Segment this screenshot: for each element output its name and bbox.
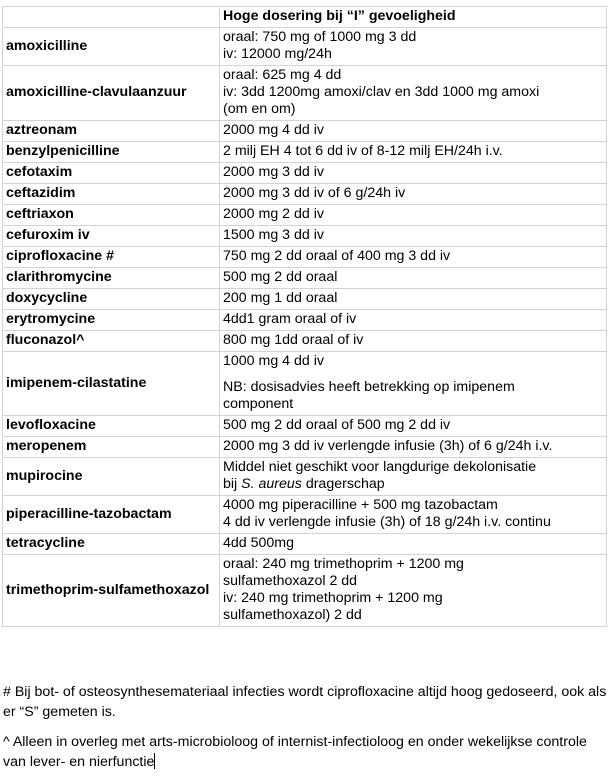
dose-line: 4000 mg piperacilline + 500 mg tazobactam (223, 497, 498, 513)
dose-cell: 4dd 500mg (220, 534, 607, 555)
dose-line: Middel niet geschikt voor langdurige dekolonisatie (223, 459, 537, 475)
drug-name: benzylpenicilline (3, 142, 220, 163)
dose-cell: 2000 mg 3 dd iv (220, 163, 607, 184)
footnote-caret[interactable] (3, 732, 608, 772)
dose-line-prefix: bij (223, 476, 242, 492)
table-row (3, 555, 607, 627)
drug-name: doxycycline (3, 289, 220, 310)
dose-cell (220, 28, 607, 66)
dose-cell: 2000 mg 2 dd iv (220, 205, 607, 226)
drug-name: levofloxacine (3, 416, 220, 437)
header-dose-cell: Hoge dosering bij “I” gevoeligheid (220, 7, 607, 28)
table-row (3, 331, 607, 352)
dose-cell (220, 352, 607, 416)
table-row (3, 66, 607, 121)
dose-line-suffix: dragerschap (301, 476, 385, 492)
footnote-caret-text: ^ Alleen in overleg met arts-microbioloog of internist-infectioloog en onder wekelijkse controle van lever- en nierfunctie (3, 734, 587, 770)
dose-cell: 750 mg 2 dd oraal of 400 mg 3 dd iv (220, 247, 607, 268)
dose-cell (220, 555, 607, 627)
dose-cell: 2 milj EH 4 tot 6 dd iv of 8-12 milj EH/24h i.v. (220, 142, 607, 163)
dose-cell: 1500 mg 3 dd iv (220, 226, 607, 247)
drug-name: trimethoprim-sulfamethoxazol (3, 555, 220, 627)
text-cursor (154, 753, 155, 769)
dose-line: 4 dd iv verlengde infusie (3h) of 18 g/24h i.v. continu (223, 514, 551, 530)
dosing-table (2, 6, 607, 627)
drug-name: cefuroxim iv (3, 226, 220, 247)
footnotes (3, 682, 608, 782)
species-name: S. aureus (241, 476, 302, 492)
dose-cell (220, 458, 607, 496)
drug-name: amoxicilline (3, 28, 220, 66)
table-row (3, 184, 607, 205)
table-row (3, 121, 607, 142)
table-header-row (3, 7, 607, 28)
drug-name: mupirocine (3, 458, 220, 496)
table-row (3, 289, 607, 310)
drug-name: meropenem (3, 437, 220, 458)
table-row (3, 247, 607, 268)
table-row (3, 416, 607, 437)
dose-cell: 800 mg 1dd oraal of iv (220, 331, 607, 352)
dose-line: oraal: 240 mg trimethoprim + 1200 mg (223, 556, 464, 572)
drug-name: clarithromycine (3, 268, 220, 289)
table-row (3, 458, 607, 496)
drug-name: ciprofloxacine # (3, 247, 220, 268)
dose-line: oraal: 750 mg of 1000 mg 3 dd (223, 29, 417, 45)
header-empty-cell (3, 7, 220, 28)
table-row (3, 142, 607, 163)
table-row (3, 163, 607, 184)
dose-cell (220, 66, 607, 121)
drug-name: cefotaxim (3, 163, 220, 184)
table-row (3, 310, 607, 331)
table-row (3, 226, 607, 247)
drug-name: ceftriaxon (3, 205, 220, 226)
dose-cell: 4dd1 gram oraal of iv (220, 310, 607, 331)
table-row (3, 352, 607, 416)
dose-cell: 500 mg 2 dd oraal (220, 268, 607, 289)
drug-name: amoxicilline-clavulaanzuur (3, 66, 220, 121)
drug-name: imipenem-cilastatine (3, 352, 220, 416)
dose-line: component (223, 396, 294, 412)
dose-line: (om en om) (223, 101, 296, 117)
dose-cell: 2000 mg 4 dd iv (220, 121, 607, 142)
dose-cell: 2000 mg 3 dd iv of 6 g/24h iv (220, 184, 607, 205)
drug-name: aztreonam (3, 121, 220, 142)
dose-line: oraal: 625 mg 4 dd (223, 67, 342, 83)
table-row (3, 268, 607, 289)
table-row (3, 437, 607, 458)
dose-line: iv: 3dd 1200mg amoxi/clav en 3dd 1000 mg amoxi (223, 84, 540, 100)
dose-line: sulfamethoxazol 2 dd (223, 573, 358, 589)
dose-cell: 2000 mg 3 dd iv verlengde infusie (3h) of 6 g/24h i.v. (220, 437, 607, 458)
drug-name: erytromycine (3, 310, 220, 331)
drug-name: fluconazol^ (3, 331, 220, 352)
drug-name: piperacilline-tazobactam (3, 496, 220, 534)
table-row (3, 496, 607, 534)
dose-line: 1000 mg 4 dd iv (223, 353, 324, 369)
drug-name: ceftazidim (3, 184, 220, 205)
dose-line: sulfamethoxazol) 2 dd (223, 607, 362, 623)
table-row (3, 28, 607, 66)
table-row (3, 205, 607, 226)
dose-line: iv: 12000 mg/24h (223, 46, 332, 62)
table-row (3, 534, 607, 555)
dose-cell: 500 mg 2 dd oraal of 500 mg 2 dd iv (220, 416, 607, 437)
dose-line: iv: 240 mg trimethoprim + 1200 mg (223, 590, 443, 606)
dose-line: NB: dosisadvies heeft betrekking op imipenem (223, 379, 515, 395)
drug-name: tetracycline (3, 534, 220, 555)
dose-cell (220, 496, 607, 534)
dose-cell: 200 mg 1 dd oraal (220, 289, 607, 310)
footnote-hash: # Bij bot- of osteosynthesemateriaal infecties wordt ciprofloxacine altijd hoog gedoseerd, ook als er “S” gemeten is. (3, 684, 607, 720)
